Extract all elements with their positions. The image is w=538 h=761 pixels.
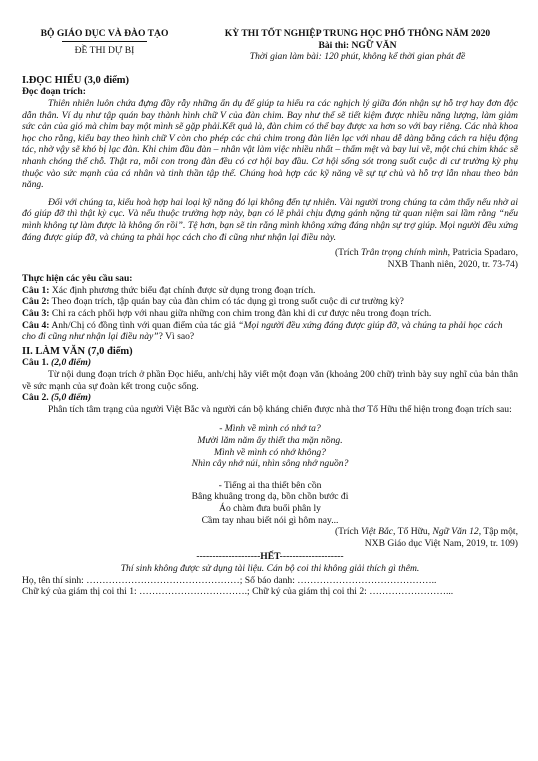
part2-title: II. LÀM VĂN (7,0 điểm) <box>22 345 133 357</box>
exam-subject: Bài thi: NGỮ VĂN <box>318 39 397 51</box>
source-title: Trân trọng chính mình <box>361 247 448 259</box>
candidate-info-line: Họ, tên thí sinh: …………………………………………; Số báo danh: …………………………………….. <box>22 574 437 586</box>
essay-2-heading: Câu 2. (5,0 điểm) <box>22 392 92 404</box>
part1-title: I.ĐỌC HIỂU (3,0 điểm) <box>22 74 130 86</box>
poem-stanza-1 <box>22 423 518 469</box>
header-right <box>187 28 518 63</box>
footer-note: Thí sinh không được sử dụng tài liệu. Cán bộ coi thi không giải thích gì thêm. <box>120 562 420 574</box>
question-2: Câu 2: Theo đoạn trích, tập quán bay của đàn chim có tác dụng gì trong suốt cuộc di cư trường kỳ? <box>22 296 404 308</box>
end-marker: --------------------HẾT-------------------- <box>196 551 344 563</box>
poem-line: Nhìn cây nhớ núi, nhìn sông nhớ nguồn? <box>191 458 349 470</box>
poem-stanza-2 <box>22 480 518 526</box>
poem-line: Cầm tay nhau biết nói gì hôm nay... <box>201 514 339 526</box>
essay-2-text: Phân tích tâm trạng của người Việt Bắc và người cán bộ kháng chiến được nhà thơ Tố Hữu thể hiện trong đoạn trích sau: <box>48 403 512 415</box>
passage-paragraph-2: Đối với chúng ta, kiểu hoà hợp hai loại kỹ năng đó lại không đến tự nhiên. Vài người trong chúng ta cảm thấy nếu nhờ ai đó giúp đỡ thì thật kỳ cục. Và nếu thuộc trường hợp này, bạn có lẽ phải chịu đựng gánh nặng từ quan niệm sai lầm rằng “nếu mình không tự làm được là không ổn rồi”. Tệ hơn, bạn sẽ tin rằng mình không xứng đáng nhận sự trợ giúp. Mọi người đều xứng đáng được giúp đỡ, và chúng ta phải học cách cho đi cũng như nhận lại điều này. <box>22 196 518 243</box>
poem-line: - Mình về mình có nhớ ta? <box>219 423 321 435</box>
passage-source-line2: NXB Thanh niên, 2020, tr. 73-74) <box>387 258 518 270</box>
question-1: Câu 1: Xác định phương thức biểu đạt chính được sử dụng trong đoạn trích. <box>22 284 316 296</box>
poem-line: Bâng khuâng trong dạ, bồn chồn bước đi <box>191 491 349 503</box>
poem-line: Mình về mình có nhớ không? <box>214 446 326 458</box>
exam-title: KỲ THI TỐT NGHIỆP TRUNG HỌC PHỔ THÔNG NĂM 2020 <box>224 28 491 39</box>
question-4: Câu 4: Anh/Chị có đồng tình với quan điểm của tác giả “Mọi người đều xứng đáng được giúp đỡ, và chúng ta phải học cách cho đi cũng như nhận lại điều này”? Vì sao? <box>22 319 503 343</box>
poem-line: Áo chàm đưa buổi phân ly <box>219 502 321 514</box>
passage-source: (Trích Trân trọng chính mình, Patricia Spadaro, <box>334 247 518 259</box>
question-3: Câu 3: Chỉ ra cách phối hợp với nhau giữa những con chim trong đàn khi di cư được nêu trong đoạn trích. <box>22 308 432 320</box>
header-left <box>22 28 187 63</box>
exam-time: Thời gian làm bài: 120 phút, không kể thời gian phát đề <box>249 51 466 63</box>
passage-paragraph-1: Thiên nhiên luôn chứa đựng đầy rẫy những ẩn dụ để giúp ta hiểu ra các nghịch lý giữa đón nhận sự hỗ trợ hay đơn độc dẫn thân. Ví dụ như tập quán bay thành hình chữ V của đàn chim. Bay như thế sẽ tiết kiệm được nhiều năng lượng, làm giảm sức cản của gió mà chim bay một mình sẽ gặp phải.Kết quả là, đàn chim có thể bay được xa hơn so với bay riêng. Các nhà khoa học cho rằng, kiểu bay theo hình chữ V còn cho phép các chú chim trong đàn liên lạc với nhau dễ dàng bằng cách ra hiệu động tác, nhờ vậy sẽ khó bị lạc đàn. Khi chim đầu đàn – nhân vật làm việc nhiều nhất – thấm mệt và bay lui về, một chú chim khác sẽ nhanh chóng thế chỗ. Thật ra, mỗi con trong đàn đều có cơ hội bay đầu. Cơ hội sống sót trong suốt cuộc di cư trường kỳ phụ thuộc vào sức mạnh của cá nhân và tinh thần tập thể. Chúng hoà hợp các kỹ năng về sự tự chủ và hỗ trợ lẫn nhau theo bản năng. <box>22 97 518 191</box>
invigilator-signature-line: Chữ ký của giám thị coi thi 1: …………………………….; Chữ ký của giám thị coi thi 2: ……………………... <box>22 586 454 598</box>
poem-line: Mười lăm năm ấy thiết tha mặn nồng. <box>197 435 343 446</box>
essay-1-heading: Câu 1. (2,0 điểm) <box>22 357 92 369</box>
essay-1-text: Từ nội dung đoạn trích ở phần Đọc hiểu, anh/chị hãy viết một đoạn văn (khoảng 200 chữ) trình bày suy nghĩ của bản thân về sức mạnh của sự đoàn kết trong cuộc sống. <box>22 369 518 392</box>
ministry-underline <box>62 41 147 42</box>
poem-source: (Trích Việt Bắc, Tố Hữu, Ngữ Văn 12, Tập một, <box>334 526 518 538</box>
tasks-label: Thực hiện các yêu cầu sau: <box>22 273 133 285</box>
exam-header <box>22 28 518 63</box>
poem-line: - Tiếng ai tha thiết bên cồn <box>218 479 322 491</box>
exam-type: ĐỀ THI DỰ BỊ <box>74 44 135 56</box>
ministry-name: BỘ GIÁO DỤC VÀ ĐÀO TẠO <box>40 28 169 39</box>
poem-source-line2: NXB Giáo dục Việt Nam, 2019, tr. 109) <box>364 537 518 549</box>
read-label: Đọc đoạn trích: <box>22 86 86 98</box>
